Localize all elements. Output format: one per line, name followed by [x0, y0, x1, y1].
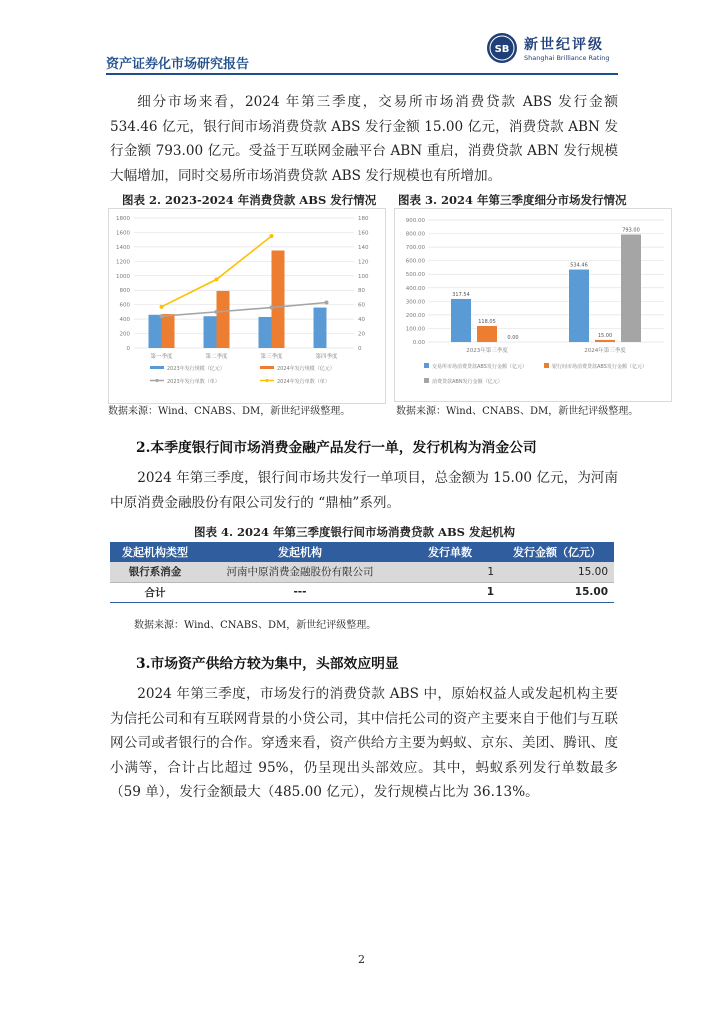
figure2-source: 数据来源：Wind、CNABS、DM，新世纪评级整理。 [108, 406, 351, 417]
data-label: 534.46 [570, 262, 588, 269]
point [160, 305, 164, 309]
y-tick-label: 0 [126, 346, 130, 352]
y-tick-label: 500.00 [405, 272, 425, 279]
bar [162, 314, 175, 348]
legend-swatch [424, 378, 429, 383]
table-total-row [110, 582, 614, 602]
figure2-chart [108, 208, 386, 408]
legend-marker [155, 379, 158, 382]
x-tick-label: 第二季度 [205, 354, 228, 360]
point [215, 310, 219, 314]
cell-type: 银行系消金 [110, 562, 200, 582]
y-tick-label: 600 [119, 302, 130, 309]
logo-emblem-icon [486, 32, 518, 64]
y2-tick-label: 20 [358, 331, 365, 338]
legend-swatch [260, 366, 274, 369]
y2-tick-label: 140 [358, 244, 369, 251]
x-tick-label: 2024年第三季度 [584, 348, 626, 354]
x-tick-label: 2023年第三季度 [466, 348, 508, 354]
y2-tick-label: 100 [358, 273, 369, 280]
paragraph-text: 细分市场来看，2024 年第三季度，交易所市场消费贷款 ABS 发行金额 534.46 亿元，银行间市场消费贷款 ABS 发行金额 15.00 亿元，消费贷款 ABN 发行金额 793.00 亿元。受益于互联网金融平台 ABN 重启，消费贷款 ABN 发行规模大幅增加，同时交易所市场消费贷款 ABS 发行规模也有所增加。 [110, 94, 618, 184]
point [160, 314, 164, 318]
y-tick-label: 1000 [116, 273, 130, 280]
header-divider [106, 73, 618, 75]
y-tick-label: 300.00 [405, 299, 425, 306]
paragraph-text: 2024 年第三季度，银行间市场共发行一单项目，总金额为 15.00 亿元，为河南中原消费金融股份有限公司发行的 “鼎柚”系列。 [110, 470, 618, 511]
data-label: 118.05 [478, 318, 496, 325]
point [325, 301, 329, 305]
figure3-source: 数据来源：Wind、CNABS、DM，新世纪评级整理。 [396, 406, 639, 417]
paragraph-interbank [110, 466, 618, 515]
data-label: 0.00 [507, 335, 519, 341]
legend-swatch [150, 366, 164, 369]
bar [451, 299, 471, 342]
point [270, 234, 274, 238]
legend-label: 银行间市场消费贷款ABS发行金额（亿元） [552, 364, 647, 370]
figure2-title: 图表 2. 2023-2024 年消费贷款 ABS 发行情况 [122, 193, 377, 207]
header-cell-type: 发起机构类型 [110, 542, 200, 562]
paragraph-text: 2024 年第三季度，市场发行的消费贷款 ABS 中，原始权益人或发起机构主要为信托公司和有互联网背景的小贷公司，其中信托公司的资产主要来自于他们与互联网公司或者银行的合作。穿透来看，资产供给方主要为蚂蚁、京东、美团、腾讯、度小满等，合计占比超过 95%，仍呈现出头部效应。其中，蚂蚁系列发行单数最多（59 单），发行金额最大（485.00 亿元），发行规模占比为 36.13%。 [110, 686, 618, 800]
bar [204, 316, 217, 348]
figure4-source: 数据来源：Wind、CNABS、DM，新世纪评级整理。 [134, 620, 377, 631]
y-tick-label: 800.00 [405, 231, 425, 238]
bar [477, 326, 497, 342]
chart-frame [109, 209, 386, 404]
cell-count: 1 [400, 562, 500, 582]
section3-heading: 3.市场资产供给方较为集中，头部效应明显 [136, 656, 399, 672]
x-tick-label: 第三季度 [260, 354, 283, 360]
figure4-table [110, 542, 614, 603]
bar [259, 317, 272, 348]
header-cell-amount: 发行金额（亿元） [500, 542, 614, 562]
header-cell-institution: 发起机构 [200, 542, 400, 562]
cell-amount: 15.00 [500, 562, 614, 582]
y-tick-label: 800 [119, 288, 130, 295]
y2-tick-label: 40 [358, 317, 365, 324]
legend-label: 消费贷款ABN发行金额（亿元） [432, 379, 503, 385]
y2-tick-label: 0 [358, 346, 362, 352]
legend-marker [265, 379, 268, 382]
logo-emblem-text: SB [494, 44, 510, 55]
page-number: 2 [358, 953, 365, 966]
bar [569, 270, 589, 342]
table-header-row [110, 542, 614, 562]
y-tick-label: 1400 [116, 244, 130, 251]
data-label: 317.54 [452, 291, 470, 298]
cell-institution: 河南中原消费金融股份有限公司 [200, 562, 400, 582]
logo-english-name: Shanghai Brilliance Rating [524, 54, 610, 62]
bar [621, 235, 641, 342]
cell-total-amount: 15.00 [500, 582, 614, 602]
legend-swatch [544, 363, 549, 368]
paragraph-supply [110, 682, 618, 805]
point [215, 277, 219, 281]
figure3-svg [394, 208, 672, 402]
bar [149, 315, 162, 348]
y2-tick-label: 180 [358, 216, 369, 222]
bar [595, 340, 615, 342]
section2-heading: 2.本季度银行间市场消费金融产品发行一单，发行机构为消金公司 [136, 440, 537, 456]
legend-swatch [424, 363, 429, 368]
figure2-svg [108, 208, 386, 404]
y-tick-label: 200 [119, 331, 130, 338]
y-tick-label: 1200 [116, 259, 130, 266]
y-tick-label: 0.00 [412, 340, 425, 346]
header-cell-count: 发行单数 [400, 542, 500, 562]
y2-tick-label: 80 [358, 288, 365, 295]
data-label: 793.00 [622, 227, 640, 234]
figure3-title: 图表 3. 2024 年第三季度细分市场发行情况 [398, 193, 627, 207]
y-tick-label: 700.00 [405, 245, 425, 252]
paragraph-segment-market [110, 90, 618, 188]
table-row [110, 562, 614, 582]
y-tick-label: 900.00 [405, 218, 425, 224]
report-title: 资产证券化市场研究报告 [106, 57, 250, 72]
data-label: 15.00 [597, 332, 613, 339]
y-tick-label: 400 [119, 317, 130, 324]
figure3-chart [394, 208, 672, 406]
brand-logo [486, 32, 618, 68]
y2-tick-label: 60 [358, 302, 365, 309]
legend-label: 2024年发行规模（亿元） [277, 366, 335, 372]
bar [314, 308, 327, 348]
point [270, 306, 274, 310]
page-header [106, 30, 618, 74]
y-tick-label: 200.00 [405, 312, 425, 319]
cell-total-count: 1 [400, 582, 500, 602]
figure4-title: 图表 4. 2024 年第三季度银行间市场消费贷款 ABS 发起机构 [194, 525, 515, 539]
cell-total-institution: --- [200, 582, 400, 602]
y-tick-label: 600.00 [405, 258, 425, 265]
logo-chinese-name: 新世纪评级 [524, 37, 604, 53]
cell-total-label: 合计 [110, 582, 200, 602]
bar [272, 251, 285, 349]
y2-tick-label: 160 [358, 230, 369, 237]
y2-tick-label: 120 [358, 259, 369, 266]
x-tick-label: 第四季度 [315, 354, 338, 360]
y-tick-label: 100.00 [405, 326, 425, 333]
x-tick-label: 第一季度 [150, 354, 173, 360]
legend-label: 2023年发行单数（单） [167, 379, 220, 385]
legend-label: 2024年发行单数（单） [277, 379, 330, 385]
y-tick-label: 400.00 [405, 285, 425, 292]
y-tick-label: 1800 [116, 216, 130, 222]
legend-label: 2023年发行规模（亿元） [167, 366, 225, 372]
y-tick-label: 1600 [116, 230, 130, 237]
bar [217, 291, 230, 348]
legend-label: 交易所市场消费贷款ABS发行金额（亿元） [432, 364, 527, 370]
